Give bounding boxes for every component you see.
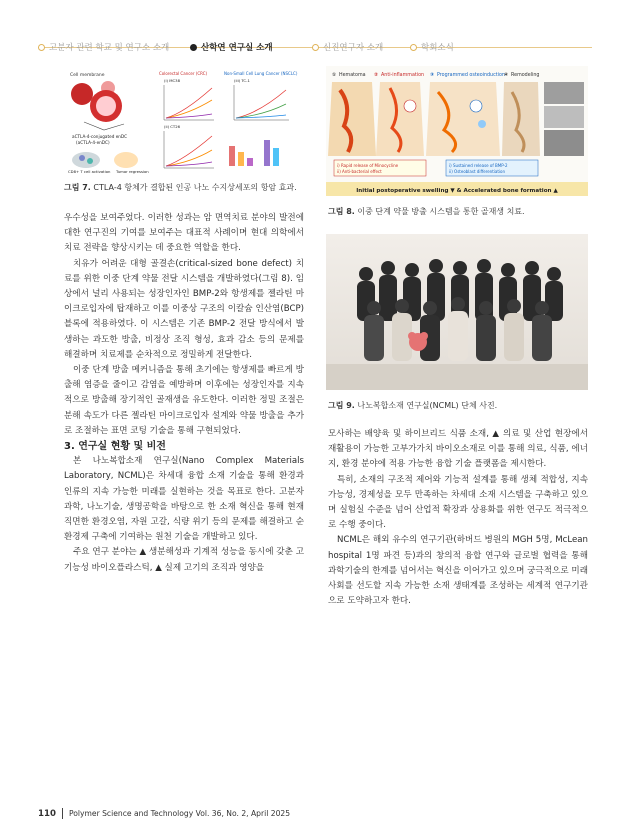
- nav-item-researchers[interactable]: [312, 38, 383, 56]
- body-paragraph: 주요 연구 분야는 ▲ 생분해성과 기계적 성능을 동시에 갖춘 고기능성 바이오플라스틱, ▲ 실제 고기의 조직과 영양을: [64, 547, 304, 573]
- footer-divider: [62, 808, 63, 819]
- fig8-step1-num: ①: [332, 73, 337, 78]
- fig8-step2-num: ②: [374, 73, 379, 78]
- body-paragraph: 치유가 어려운 대형 골결손(critical-sized bone defect) 치료를 위한 이중 단계 약물 전달 시스템을 개발하였다(그림 8). 임상에서 널리 사용되는 성장인자인 BMP-2와 항생제를 젤라틴 마이크로입자에 탑재하고 이를 이중상 구조의 이칼슘 인산염(BCP) 블록에 적용하였다. 이 시스템은 기존 BMP-2 전달 방식에서 발생하는 과도한 방출, 비정상 조직 형성, 효과 감소 등의 문제를 해결하며 치료제를 순차적으로 정밀하게 전달한다.: [64, 258, 304, 360]
- section-heading: 3. 연구실 현황 및 비전: [64, 441, 166, 453]
- top-navigation: [0, 0, 622, 58]
- fig7-label-drug: aCTLA-4-conjugated enDC: [72, 134, 128, 139]
- fig8-step2-label: Anti-inflammation: [381, 73, 425, 78]
- fig8-legend-right-1: i) Sustained release of BMP-2: [449, 163, 508, 168]
- body-paragraph: 본 나노복합소재 연구실(Nano Complex Materials Laboratory, NCML)은 차세대 융합 소재 기술을 통해 환경과 인류의 지속 가능한 미래를 실현하는 것을 목표로 한다. 고분자 과학, 나노기술, 생명공학을 바탕으로 한 소재 혁신을 통해 현재 직면한 환경오염, 자원 고갈, 식량 위기 등의 문제를 해결하고 순환경제 구축에 기여하는 원천 기술을 개발하고 있다.: [64, 456, 304, 543]
- body-paragraph: 이중 단계 방출 메커니즘을 통해 초기에는 항생제를 빠르게 방출해 염증을 줄이고 감염을 예방하며 이후에는 성장인자를 지속적으로 방출해 장기적인 골재생을 유도한다. 이러한 정밀 조절은 분해 속도가 다른 젤라틴 마이크로입자 설계와 약물 방출을 추가로 조절하는 표면 코팅 기술을 통해 구현되었다.: [64, 365, 304, 436]
- body-paragraph: 우수성을 보여주었다. 이러한 성과는 암 면역치료 분야의 발전에 대한 연구진의 기여를 보여주는 대표적 사례이며 현대 의학에서 치료 전략을 향상시키는 데 중요한 역할을 한다.: [64, 213, 304, 254]
- fig8-bottom-banner: Initial postoperative swelling ▼ & Accelerated bone formation ▲: [356, 188, 558, 194]
- fig7-label-activation: CD8+ T cell activation: [68, 169, 111, 174]
- nav-item-label: 고분자 관련 학교 및 연구소 소개: [49, 43, 170, 53]
- fig7-panel-b: (iii) TC-1: [234, 78, 250, 83]
- fig7-label-crc: Colorectal Cancer (CRC): [159, 71, 208, 76]
- figure-7-caption: [64, 182, 297, 193]
- journal-info: Polymer Science and Technology Vol. 36, No. 2, April 2025: [68, 809, 291, 818]
- nav-item-label: 산학연 연구실 소개: [201, 43, 273, 53]
- figure-9-caption: [328, 400, 497, 411]
- nav-dot-icon: [410, 44, 417, 51]
- fig7-panel-c: (ii) CT26: [164, 124, 181, 129]
- nav-item-label: 학회소식: [421, 43, 454, 53]
- nav-dot-icon: [312, 44, 319, 51]
- figure-9-caption-text: 나노복합소재 연구실(NCML) 단체 사진.: [357, 401, 498, 410]
- nav-dot-icon: [38, 44, 45, 51]
- fig8-legend-right-2: ii) Osteoblast differentiation: [449, 169, 506, 174]
- figure-8-caption: [328, 206, 525, 217]
- figure-9-caption-label: 그림 9.: [328, 401, 355, 410]
- body-paragraph: 특히, 소재의 구조적 제어와 기능적 설계를 통해 생체 적합성, 지속 가능성, 경제성을 모두 만족하는 차세대 소재 시스템을 구축하고 있으며 실험실 수준을 넘어 산업적 확장과 상용화를 위한 연구도 적극적으로 수행 중이다.: [328, 474, 588, 531]
- body-paragraph: NCML은 해외 유수의 연구기관(하버드 병원의 MGH 5명, McLean hospital 1명 파견 등)과의 창의적 융합 연구와 글로벌 협력을 통해 과학기술의 한계를 넘어서는 혁신을 이어가고 있으며 궁극적으로 미래 사회를 선도할 지속 가능한 소재 생태계를 조성하는 세계적 연구기관으로 도약하고자 한다.: [328, 535, 588, 607]
- nav-item-labs[interactable]: [190, 38, 273, 56]
- figure-7-caption-text: CTLA-4 항체가 결합된 인공 나노 수지상세포의 항암 효과.: [93, 183, 297, 192]
- fig8-legend-left-2: ii) Anti-bacterial effect: [337, 169, 382, 174]
- nav-item-label: 신진연구자 소개: [323, 43, 384, 53]
- figure-7-caption-label: 그림 7.: [64, 183, 91, 192]
- fig7-label-membrane: Cell membrane: [70, 73, 105, 78]
- left-column: [64, 211, 304, 576]
- fig7-panel-a: (i) MC38: [164, 78, 180, 83]
- fig8-step1-label: Hematoma: [339, 73, 366, 78]
- figure-8-caption-label: 그림 8.: [328, 207, 355, 216]
- figure-7-image: [64, 68, 304, 176]
- nav-item-news[interactable]: [410, 38, 454, 56]
- figure-8-caption-text: 이중 단계 약물 방출 시스템을 통한 골재생 치료.: [357, 207, 525, 216]
- page-number: 110: [38, 808, 56, 819]
- body-paragraph: 모사하는 배양육 및 하이브리드 식품 소재, ▲ 의료 및 산업 현장에서 재활용이 가능한 고부가가치 바이오소재로 이를 통해 의료, 식품, 에너지, 환경 분야에 적용 가능한 융합 기술 플랫폼을 제시한다.: [328, 429, 588, 470]
- figure-9-group-photo: [326, 234, 588, 390]
- fig8-step4-num: ④: [504, 73, 509, 78]
- right-column: [328, 427, 588, 609]
- fig7-label-regression: Tumor regression: [116, 169, 149, 174]
- nav-dot-active-icon: [190, 44, 197, 51]
- fig8-step3-label: Programmed osteoinduction: [437, 73, 505, 78]
- fig8-step3-num: ③: [430, 73, 435, 78]
- fig7-label-nsclc: Non-Small Cell Lung Cancer (NSCLC): [224, 71, 298, 76]
- fig7-label-drug2: (aCTLA-4-enDC): [76, 140, 110, 145]
- figure-8-image: [326, 66, 588, 196]
- nav-item-schools[interactable]: [38, 38, 169, 56]
- page-footer: [38, 808, 290, 819]
- fig8-step4-label: Remodeling: [511, 73, 540, 78]
- fig8-legend-left-1: i) Rapid release of Minocycline: [337, 163, 399, 168]
